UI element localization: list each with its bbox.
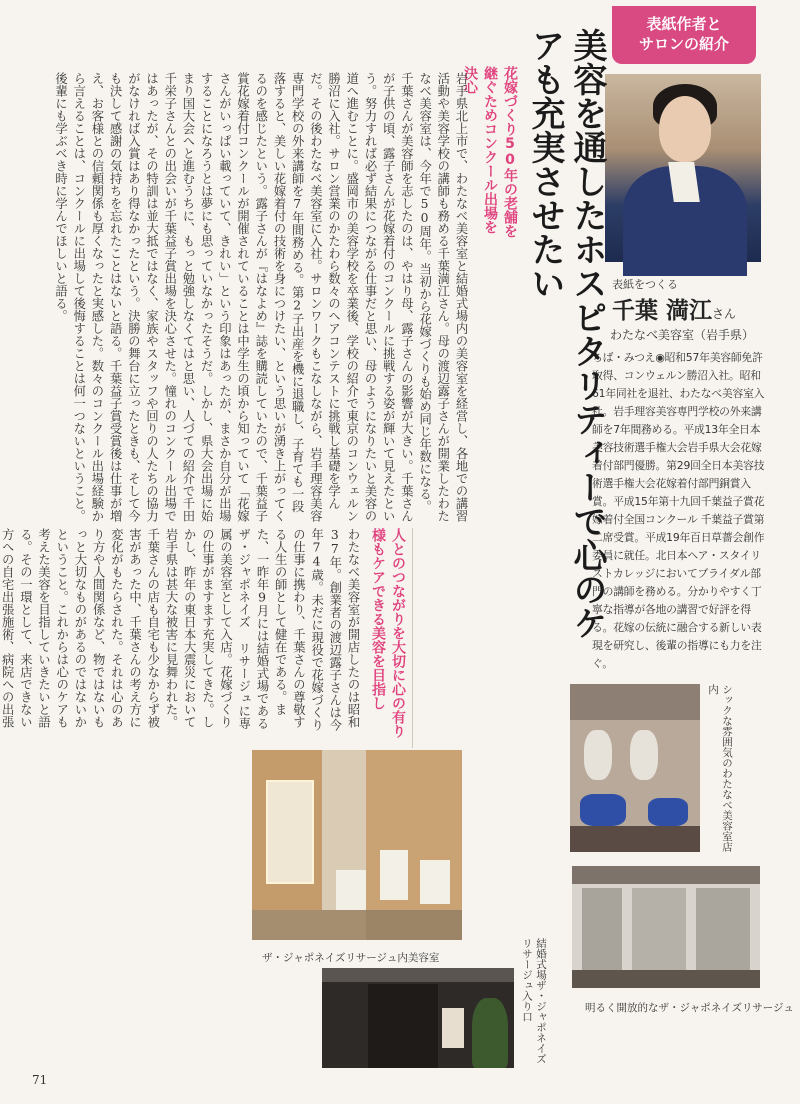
photo-chair bbox=[648, 798, 688, 826]
photo-entrance bbox=[322, 968, 514, 1068]
profile-honorific: さん bbox=[712, 307, 737, 321]
profile-name bbox=[612, 292, 736, 325]
photo-header-beam bbox=[322, 968, 514, 982]
photo-window bbox=[632, 888, 686, 970]
photo-sign bbox=[442, 1008, 464, 1048]
caption-entrance: 結婚式場ザ・ジャポネイズリサージュ入り口 bbox=[521, 938, 547, 1064]
photo-lisage-salon-right bbox=[366, 750, 462, 940]
photo-lisage-open bbox=[572, 866, 760, 988]
photo-beam bbox=[572, 866, 760, 884]
caption-salon-interior: シックな雰囲気のわたなべ美容室店内 bbox=[707, 684, 733, 852]
photo-mirror bbox=[584, 730, 612, 780]
photo-vanity bbox=[420, 860, 450, 904]
profile-name-text: 千葉 満江 bbox=[612, 298, 713, 324]
profile-salon: わたなべ美容室（岩手県） bbox=[610, 328, 755, 342]
photo-window bbox=[582, 888, 622, 970]
col2-subheading: 人とのつながりを大切に心の有り様もケアできる美容を目指し bbox=[370, 528, 406, 738]
section-tag-line1: 表紙作者と bbox=[646, 15, 722, 33]
col1-text-upper: 岩手県北上市で、わたなべ美容室と結婚式場内の美容室を経営し、各地での講習活動や美容学校の講師も務める千葉満江さん。母の渡辺露子さんが開業したわたなべ美容室は、今年で50周年。当初から花嫁づくりも始め同じ年数になる。千葉さんが美容師を志したのは、やはり母、露子さんの影響が大きい。千葉さんが子供の頃、露子さんが花嫁着付のコンクールに挑戦する姿が輝いて見えたという。努力すれば必ず結果につながる仕事だと思い、母のようになりたいと美容の道へ進むことに。盛岡市の美容学校を卒業後、学校の紹介で東京のコンウェルン勝沼に入社。サロン営業のかたわら数々のヘアコンテストに挑戦し基礎を学んだ。その後わたなべ美容室に入社。サロンワークもこなしながら、岩手理容美容専門学校の外来講師を7年間務める。第2子出産を機に退職し、子育ても一段落すると、美しい花嫁着付の技術を身につけたい、という思いが湧き上がってくるのを感じたという。露子さんが『はなよめ』誌を購読していたので、千葉益子賞花嫁着付コンクールが開催されていることは中学生の頃から知っていて「花嫁さんがいっぱい載っていて、きれい」という印象はあったが、まさか自分が出場することになろうとは夢にも思っていなかったそうだ。しかし、県大会出場に始まり国大会へと進むうちに、もっと勉強しなくてはと思い、人づての紹介で千田千栄子さんとの出会いが千葉益子賞出場を決心させた。憧れのコンクール出場ではあったが、その特訓は並大抵ではなく、家族やスタッフや回りの人たちの協力がなければ入賞はあり得なかったという。決勝の舞台に立ったときも、そして今も決して感謝の気持ちを忘れたことはないと語る。千葉益子賞受賞後は仕事が増え、お客様との信頼関係も厚くなったと実感した。数々のコンクール出場経験から言えることは、コンクールに出場して後悔することは何一つないということ。後輩にも学ぶべき時に学んでほしいと語る。 bbox=[53, 72, 468, 522]
portrait-collar bbox=[668, 162, 700, 202]
col2-text: わたなべ美容室が開店したのは昭和37年。創業者の渡辺露子さんは今年74歳。未だに現役で花嫁づくりの仕事に携わり、千葉さんの尊敬する人生の師として健在である。また、一昨年9月には結婚式場であるザ・ジャポネイズ リサージュに専属の美容室として入店。花嫁づくりの仕事がますます充実してきた。しかし、昨年の東日本大震災において岩手県は甚大な被害に見舞われた。千葉さんの店も自宅も少なからず被害があった中、千葉さんの考え方に変化がもたらされた。それは心のあり方や人間関係など、物ではないもっと大切なものがあるのではないかということ。これからは心のケアも考えた美容を目指していきたいと語る。その一環として、来店できない方への自宅出張施術、病院への出張 bbox=[0, 528, 360, 732]
photo-mirror bbox=[630, 730, 658, 780]
photo-floor bbox=[366, 910, 462, 940]
photo-vanity bbox=[380, 850, 408, 900]
section-tag bbox=[612, 6, 756, 64]
headline: 美容を通したホスピタリティーで心のケアも充実させたい bbox=[525, 28, 607, 640]
photo-chair bbox=[580, 794, 626, 826]
photo-floor bbox=[572, 970, 760, 988]
section-tag-line2: サロンの紹介 bbox=[638, 35, 729, 53]
profile-role: 表紙をつくる bbox=[612, 278, 678, 291]
photo-door bbox=[368, 984, 438, 1068]
photo-floor bbox=[570, 826, 700, 852]
caption-lisage-open: 明るく開放的なザ・ジャポネイズリサージュ bbox=[585, 1002, 794, 1014]
profile-bio: ちば・みつえ◉昭和57年美容師免許取得、コンウェルン勝沼入社。昭和61年同社を退社、わたなべ美容室入社。岩手理容美容専門学校の外来講師を7年間務める。平成13年全日本美容技術選手権大会岩手県大会花嫁着付部門優勝。第29回全日本美容技術選手権大会花嫁着付部門銅賞入賞。平成15年第十九回千葉益子賞花嫁着付全国コンクール 千葉益子賞第二席受賞。平成19年百日草薔会創作委員に就任。北日本ヘア・スタイリストカレッジにおいてブライダル部門の講師を務める。分かりやすく丁寧な指導が各地の講習で好評を得る。花嫁の伝統に融合する新しい表現を研究し、後輩の指導にも力を注ぐ。 bbox=[592, 351, 765, 670]
column-divider bbox=[412, 528, 413, 748]
photo-mirror bbox=[266, 780, 314, 884]
photo-plant bbox=[472, 998, 508, 1068]
caption-lisage-salon: ザ・ジャポネイズリサージュ内美容室 bbox=[262, 952, 440, 964]
col1-subheading: 花嫁づくり50年の老舗を継ぐためコンクール出場を決心 bbox=[462, 66, 518, 238]
photo-salon-interior bbox=[570, 684, 700, 852]
author-portrait bbox=[605, 74, 761, 262]
portrait-face bbox=[659, 96, 711, 162]
photo-window bbox=[696, 888, 750, 970]
photo-ceiling bbox=[570, 684, 700, 720]
page-number: 71 bbox=[32, 1073, 48, 1087]
